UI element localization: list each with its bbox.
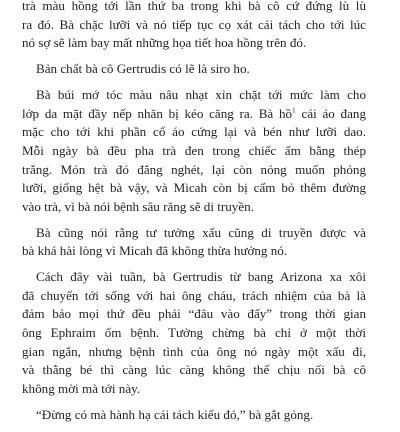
text-line: Cách đây vài tuần, bà Gertrudis từ bang Arizona xa xôi — [36, 269, 366, 285]
text-line: đã chuyển tới sống với hai ông cháu, trách nhiệm của bà là — [22, 287, 366, 303]
text-segment: lớp da mặt đầy nếp nhăn bị kéo căng ra. Bà hồ — [22, 105, 293, 121]
text-segment: cái áo đang — [295, 105, 366, 121]
text-line-with-footnote — [22, 105, 366, 124]
text-line: “Đừng có mà hành hạ cái tách kiểu đó,” bà gắt gỏng. — [36, 406, 314, 422]
text-line: Bà búi mớ tóc màu nâu nhạt xỉn chặt tới mức làm cho — [36, 87, 366, 103]
text-line: trà màu hồng tới lần thứ ba trong khi bà cô cứ đứng lù lù — [22, 0, 366, 13]
text-line: mặc cho tới khi phần cổ áo cứng lại và bén như lưỡi dao. — [22, 124, 366, 140]
text-line: ra đó. Bà chặc lưỡi và nó tiếp tục cọ xát cái tách cho tới lúc — [22, 16, 366, 32]
book-page — [22, 0, 366, 432]
text-line: gian ngắn, nhưng bệnh tình của ông nó ngày một xấu đi, — [22, 343, 366, 359]
text-line: trắng. Món trà đó đắng nghét, lại còn nóng muốn phỏng — [22, 161, 366, 177]
text-line: và thằng bé thì càng lúc càng không thể chịu nổi bà cô — [22, 362, 366, 378]
paragraph-2 — [22, 60, 366, 79]
text-line: bà khá hài lòng vì Micah đã không thừa hưởng nó. — [22, 243, 288, 259]
paragraph-1 — [22, 0, 366, 53]
text-line: vào trà, vì bà nói bệnh sâu răng sẽ di truyền. — [22, 198, 254, 214]
text-line: đảm bảo mọi thứ đều phải “đâu vào đấy” trong thời gian — [22, 306, 366, 322]
paragraph-5 — [22, 268, 366, 398]
text-line: Bà cũng nói rằng tư tưởng xấu cũng di truyền được và — [36, 224, 366, 240]
paragraph-4 — [22, 224, 366, 261]
paragraph-3 — [22, 86, 366, 216]
text-line: không mời mà tới này. — [22, 380, 141, 396]
footnote-marker[interactable]: 1 — [292, 105, 296, 115]
text-line: Mỗi ngày bà đều pha trà đen trong chiếc ấm bằng thép — [22, 142, 366, 158]
paragraph-6 — [22, 406, 366, 425]
text-line: lưỡi, giống hệt bà vậy, và Micah còn bị cấm bỏ thêm đường — [22, 180, 366, 196]
text-line: Bản chất bà cô Gertrudis có lẽ là siro ho. — [36, 61, 250, 77]
text-line: ông Ephraim ốm bệnh. Tưởng chừng bà chỉ ở một thời — [22, 325, 366, 341]
text-line: nó sợ sẽ làm bay mất những họa tiết hoa hồng trên đó. — [22, 35, 307, 51]
